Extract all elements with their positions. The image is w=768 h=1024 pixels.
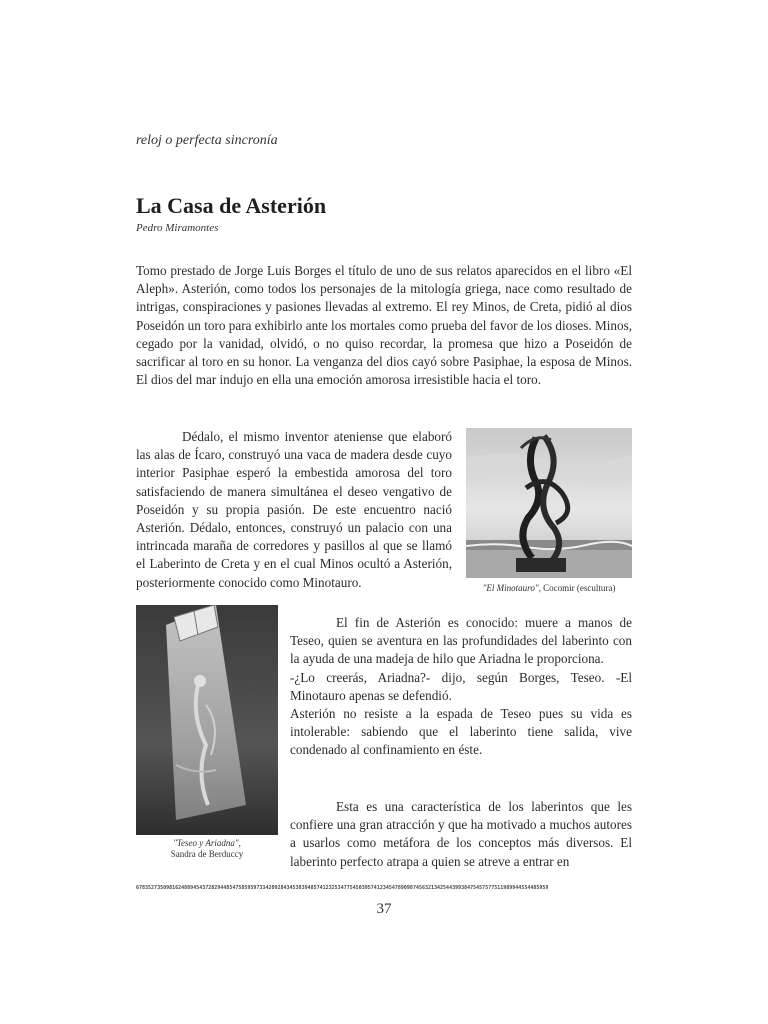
- digit-strip: 67835273509816248894543728294485475859597334209284345303948574123253477545039574123454789098745632134254439938475457577511989944554485959: [136, 885, 549, 891]
- paragraph-intro: Tomo prestado de Jorge Luis Borges el título de uno de sus relatos aparecidos en el libro «El Aleph». Asterión, como todos los personajes de la mitología griega, nace como resultado de intrigas, conspiraciones y pasiones llevadas al extremo. El rey Minos, de Creta, pidió al dios Poseidón un toro para exhibirlo ante los mortales como prueba del favor de los dioses. Minos, cegado por la vanidad, olvidó, o no quiso recordar, la promesa que hizo a Poseidón de sacrificar al toro en su honor. La venganza del dios cayó sobre Pasiphae, la esposa de Minos. El dios del mar indujo en ella una emoción amorosa irresistible hacia el toro.: [136, 263, 632, 388]
- section-header: reloj o perfecta sincronía: [136, 133, 278, 148]
- minotauro-caption: [466, 583, 632, 594]
- article-author: Pedro Miramontes: [136, 222, 219, 234]
- paragraph-condenado: Asterión no resiste a la espada de Teseo pues su vida es intolerable: sabiendo que el laberinto tiene salida, vive condenado al confinamiento en éste.: [290, 706, 632, 758]
- paragraph-teseo: El fin de Asterión es conocido: muere a manos de Teseo, quien se aventura en las profundidades del laberinto con la ayuda de una madeja de hilo que Ariadna le proporciona.: [290, 615, 632, 667]
- minotauro-caption-author: Cocomir (escultura): [543, 583, 616, 593]
- teseo-caption-author: Sandra de Berduccy: [170, 849, 244, 859]
- paragraph-fin-asterion: [290, 614, 632, 760]
- article-title: La Casa de Asterión: [136, 193, 327, 218]
- paragraph-dedalo: Dédalo, el mismo inventor ateniense que elaboró las alas de Ícaro, construyó una vaca de madera desde cuyo interior Pasiphae esperó la embestida amorosa del toro satisfaciendo de manera simultánea el deseo vengativo de Poseidón y su propia pasión. De este encuentro nació Asterión. Dédalo, entonces, construyó un palacio con una intrincada maraña de corredores y pasillos al que se llamó el Laberinto de Creta y en el cual Minos ocultó a Asterión, posteriormente conocido como Minotauro.: [136, 429, 452, 590]
- teseo-caption: [136, 838, 278, 860]
- minotauro-sculpture-image: [466, 428, 632, 578]
- teseo-caption-title: "Teseo y Ariadna",: [173, 838, 241, 848]
- borges-quote: -¿Lo creerás, Ariadna?- dijo, según Borges, Teseo. -El Minotauro apenas se defendió.: [290, 669, 632, 703]
- paragraph-laberintos: Esta es una característica de los laberintos que les confiere una gran atracción y que ha motivado a muchos autores a usarlos como metáfora de los conceptos más diversos. El laberinto perfecto atrapa a quien se atreve a entrar en: [290, 799, 632, 869]
- teseo-ariadna-image: [136, 605, 278, 835]
- minotauro-caption-title: "El Minotauro",: [482, 583, 541, 593]
- page-number: 37: [376, 901, 392, 917]
- sculpture-photo-graphic: [466, 428, 632, 578]
- painting-graphic: [136, 605, 278, 835]
